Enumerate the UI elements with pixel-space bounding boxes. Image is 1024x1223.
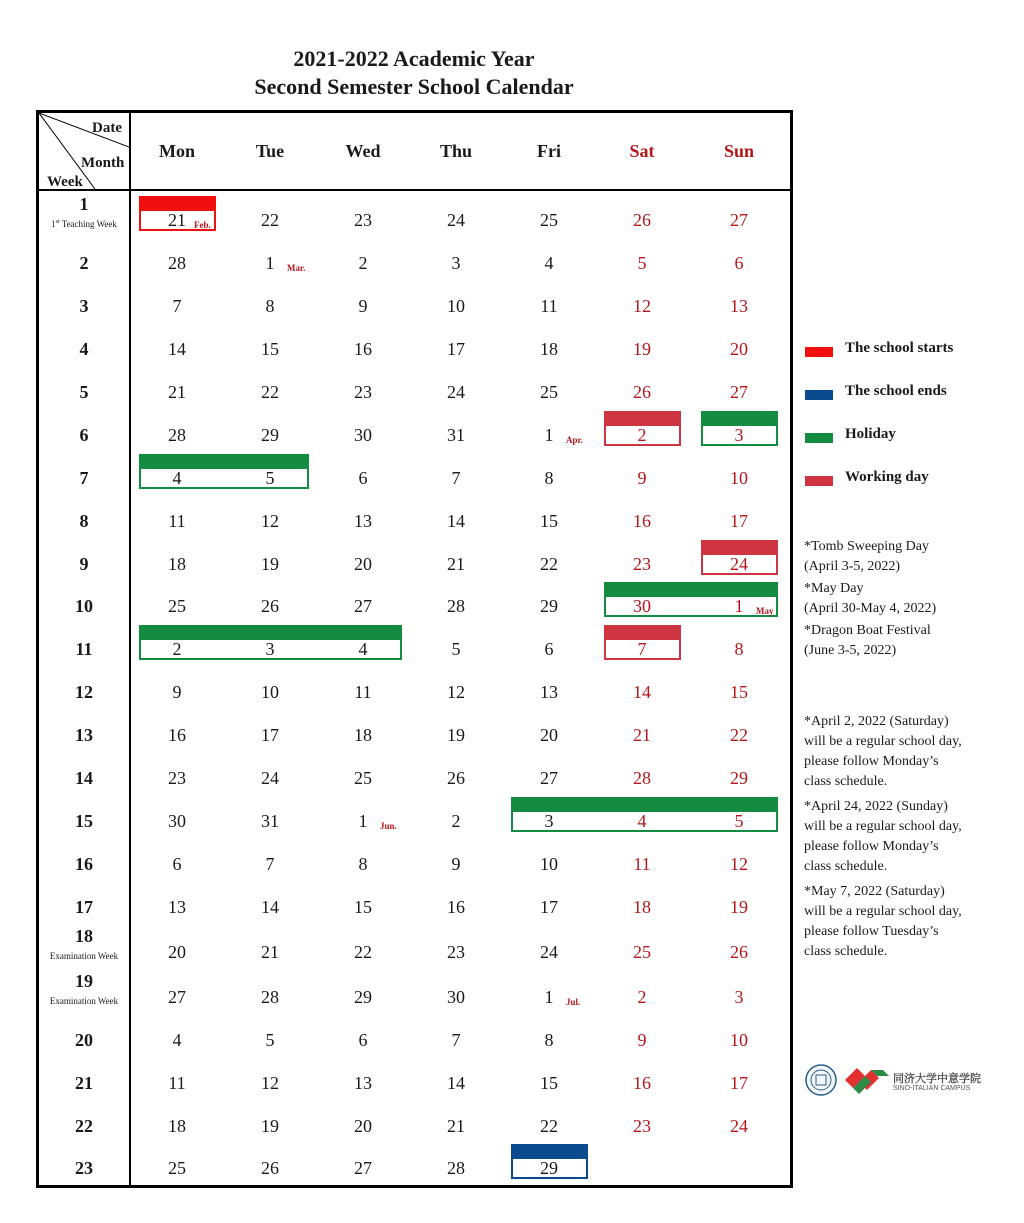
date-cell: 17	[540, 897, 558, 917]
date-cell: 12	[261, 511, 279, 531]
highlight-bar-end	[511, 1144, 588, 1157]
week-number: 6	[79, 425, 89, 445]
date-cell: 26	[447, 768, 465, 788]
date-cell: 23	[633, 554, 651, 574]
date-cell: 12	[730, 854, 748, 874]
note-line: class schedule.	[804, 774, 888, 789]
week-label: Examination Week	[49, 951, 119, 961]
date-cell: 25	[168, 596, 186, 616]
note-line: will be a regular school day,	[804, 734, 962, 749]
date-cell: 18	[168, 1116, 186, 1136]
date-cell: 8	[734, 639, 744, 659]
date-cell: 20	[168, 942, 186, 962]
week-number: 16	[75, 854, 93, 874]
date-cell: 9	[358, 296, 368, 316]
legend-label-working: Working day	[845, 469, 929, 485]
date-cell: 30	[168, 811, 186, 831]
note-line: will be a regular school day,	[804, 819, 962, 834]
date-cell: 9	[451, 854, 461, 874]
date-cell: 27	[540, 768, 558, 788]
date-cell: 8	[544, 1030, 554, 1050]
date-cell: 16	[447, 897, 465, 917]
date-cell: 17	[730, 1073, 748, 1093]
date-cell: 9	[637, 1030, 647, 1050]
date-cell: 14	[168, 339, 186, 359]
date-cell: 7	[637, 639, 647, 659]
date-cell: 16	[354, 339, 372, 359]
date-cell: 4	[544, 253, 554, 273]
highlight-bar-holiday	[511, 797, 778, 810]
date-cell: 29	[261, 425, 279, 445]
week-number: 18	[75, 926, 93, 946]
date-cell: 10	[730, 1030, 748, 1050]
date-cell: 6	[734, 253, 744, 273]
date-cell: 2	[172, 639, 182, 659]
date-cell: 26	[633, 382, 651, 402]
date-cell: 25	[354, 768, 372, 788]
date-cell: 3	[451, 253, 461, 273]
date-cell: 3	[734, 425, 744, 445]
date-cell: 15	[540, 1073, 558, 1093]
holiday-notes	[804, 537, 1004, 661]
date-cell: 14	[447, 1073, 465, 1093]
note-line: please follow Monday’s	[804, 839, 939, 854]
week-number: 4	[79, 339, 89, 359]
date-cell: 18	[633, 897, 651, 917]
corner-week-label: Week	[47, 174, 83, 190]
week-number: 9	[79, 554, 89, 574]
week-number: 10	[75, 596, 93, 616]
note-line: *April 24, 2022 (Sunday)	[804, 799, 948, 814]
date-cell: 24	[730, 1116, 748, 1136]
date-cell: 10	[730, 468, 748, 488]
date-cell: 25	[168, 1158, 186, 1178]
legend-swatch-start	[805, 347, 833, 357]
date-cell: 28	[447, 596, 465, 616]
weekday-tue: Tue	[255, 141, 285, 161]
note-line: will be a regular school day,	[804, 904, 962, 919]
date-cell: 8	[358, 854, 368, 874]
date-cell: 13	[540, 682, 558, 702]
date-cell: 15	[261, 339, 279, 359]
highlight-bar-holiday	[139, 625, 402, 638]
date-cell: 2	[358, 253, 368, 273]
date-cell: 18	[168, 554, 186, 574]
date-cell: 11	[633, 854, 651, 874]
date-cell: 8	[544, 468, 554, 488]
highlight-bar-working	[604, 625, 681, 638]
corner-date-label: Date	[92, 120, 122, 136]
date-cell: 21	[447, 1116, 465, 1136]
date-cell: 30	[633, 596, 651, 616]
date-cell: 10	[447, 296, 465, 316]
date-cell: 13	[354, 511, 372, 531]
date-cell: 23	[633, 1116, 651, 1136]
date-cell: 25	[540, 382, 558, 402]
week-number: 22	[75, 1116, 93, 1136]
note-line: (April 30-May 4, 2022)	[804, 601, 937, 616]
date-cell: 21	[168, 210, 186, 230]
date-cell: 22	[261, 210, 279, 230]
date-cell: 3	[544, 811, 554, 831]
month-tag: Apr.	[566, 435, 583, 445]
date-cell: 2	[637, 987, 647, 1007]
note-line: please follow Monday’s	[804, 754, 939, 769]
week-number: 17	[75, 897, 93, 917]
date-cell: 6	[358, 468, 368, 488]
month-tag: Feb.	[194, 220, 211, 230]
highlight-bar-holiday	[139, 454, 309, 467]
date-cell: 17	[730, 511, 748, 531]
date-cell: 28	[447, 1158, 465, 1178]
week-number: 2	[79, 253, 89, 273]
legend-label-end: The school ends	[845, 383, 947, 399]
date-cell: 19	[261, 1116, 279, 1136]
note-line: *May Day	[804, 581, 864, 596]
date-cell: 13	[730, 296, 748, 316]
date-cell: 28	[168, 425, 186, 445]
date-cell: 28	[261, 987, 279, 1007]
highlight-bar-working	[701, 540, 778, 553]
date-cell: 21	[168, 382, 186, 402]
date-cell: 22	[540, 554, 558, 574]
note-line: *May 7, 2022 (Saturday)	[804, 884, 945, 899]
highlight-bar-holiday	[701, 411, 778, 424]
note-line: (June 3-5, 2022)	[804, 643, 897, 658]
date-cell: 18	[540, 339, 558, 359]
date-cell: 27	[730, 382, 748, 402]
date-cell: 4	[172, 1030, 182, 1050]
date-cell: 16	[633, 511, 651, 531]
date-cell: 11	[354, 682, 372, 702]
date-cell: 11	[168, 511, 186, 531]
date-cell: 7	[451, 1030, 461, 1050]
date-cell: 11	[168, 1073, 186, 1093]
date-cell: 5	[451, 639, 461, 659]
date-cell: 6	[544, 639, 554, 659]
month-tag: Mar.	[287, 263, 306, 273]
date-cell: 14	[447, 511, 465, 531]
date-cell: 19	[447, 725, 465, 745]
date-cell: 2	[451, 811, 461, 831]
date-cell: 7	[265, 854, 275, 874]
date-cell: 20	[730, 339, 748, 359]
date-cell: 7	[451, 468, 461, 488]
date-cell: 1	[544, 425, 554, 445]
date-cell: 9	[172, 682, 182, 702]
date-cell: 5	[265, 1030, 275, 1050]
legend-label-start: The school starts	[845, 340, 954, 356]
week-number: 1	[79, 194, 89, 214]
date-cell: 24	[540, 942, 558, 962]
date-cell: 22	[354, 942, 372, 962]
date-cell: 28	[633, 768, 651, 788]
date-cell: 16	[633, 1073, 651, 1093]
date-cell: 24	[447, 382, 465, 402]
weekday-sat: Sat	[629, 141, 655, 161]
date-cell: 1	[358, 811, 368, 831]
date-cell: 22	[261, 382, 279, 402]
date-cell: 13	[168, 897, 186, 917]
weekday-sun: Sun	[723, 141, 755, 161]
highlight-bar-holiday	[604, 582, 778, 595]
date-cell: 19	[261, 554, 279, 574]
date-cell: 19	[633, 339, 651, 359]
date-cell: 16	[168, 725, 186, 745]
date-cell: 1	[734, 596, 744, 616]
note-line: *Tomb Sweeping Day	[804, 539, 930, 554]
date-cell: 3	[265, 639, 275, 659]
date-cell: 14	[261, 897, 279, 917]
date-cell: 12	[447, 682, 465, 702]
legend-swatch-working	[805, 476, 833, 486]
page-subtitle: Second Semester School Calendar	[254, 74, 574, 99]
note-line: (April 3-5, 2022)	[804, 559, 901, 574]
date-cell: 23	[447, 942, 465, 962]
date-cell: 26	[633, 210, 651, 230]
week-number: 23	[75, 1158, 93, 1178]
date-cell: 12	[633, 296, 651, 316]
date-cell: 20	[354, 1116, 372, 1136]
week-number: 3	[79, 296, 89, 316]
date-cell: 5	[637, 253, 647, 273]
date-cell: 18	[354, 725, 372, 745]
date-cell: 21	[447, 554, 465, 574]
date-cell: 7	[172, 296, 182, 316]
legend-swatch-end	[805, 390, 833, 400]
date-cell: 27	[168, 987, 186, 1007]
week-number: 8	[79, 511, 89, 531]
week-number: 13	[75, 725, 93, 745]
weekday-mon: Mon	[159, 141, 195, 161]
date-cell: 9	[637, 468, 647, 488]
week-number: 11	[75, 639, 93, 659]
logo-chinese-text: 同济大学中意学院	[893, 1072, 981, 1085]
month-tag: May	[756, 606, 774, 616]
month-tag: Jul.	[566, 997, 581, 1007]
weekday-fri: Fri	[537, 141, 561, 161]
date-cell: 15	[730, 682, 748, 702]
date-cell: 29	[540, 1158, 558, 1178]
date-cell: 31	[261, 811, 279, 831]
weekday-wed: Wed	[345, 141, 381, 161]
date-cell: 15	[354, 897, 372, 917]
week-label: Examination Week	[49, 996, 119, 1006]
date-cell: 27	[730, 210, 748, 230]
date-cell: 17	[447, 339, 465, 359]
date-cell: 11	[540, 296, 558, 316]
date-cell: 5	[734, 811, 744, 831]
date-cell: 14	[633, 682, 651, 702]
date-cell: 22	[730, 725, 748, 745]
date-cell: 1	[265, 253, 275, 273]
note-line: class schedule.	[804, 859, 888, 874]
date-cell: 6	[172, 854, 182, 874]
note-line: class schedule.	[804, 944, 888, 959]
week-column-divider	[129, 110, 131, 1188]
week-number: 5	[79, 382, 89, 402]
date-cell: 27	[354, 596, 372, 616]
week-number: 15	[75, 811, 93, 831]
note-line: *April 2, 2022 (Saturday)	[804, 714, 949, 729]
header-divider	[36, 189, 793, 191]
campus-logo-icon	[845, 1066, 889, 1094]
highlight-bar-working	[604, 411, 681, 424]
legend-swatch-holiday	[805, 433, 833, 443]
note-line: *Dragon Boat Festival	[804, 623, 931, 638]
date-cell: 24	[261, 768, 279, 788]
university-seal-icon	[803, 1064, 839, 1096]
date-cell: 26	[261, 596, 279, 616]
date-cell: 23	[354, 382, 372, 402]
highlight-bar-start	[139, 196, 216, 209]
date-cell: 1	[544, 987, 554, 1007]
date-cell: 5	[265, 468, 275, 488]
date-cell: 30	[354, 425, 372, 445]
date-cell: 17	[261, 725, 279, 745]
date-cell: 24	[730, 554, 748, 574]
date-cell: 4	[358, 639, 368, 659]
logo-english-text: SINO-ITALIAN CAMPUS	[893, 1085, 971, 1092]
date-cell: 29	[540, 596, 558, 616]
date-cell: 22	[540, 1116, 558, 1136]
date-cell: 29	[730, 768, 748, 788]
date-cell: 2	[637, 425, 647, 445]
date-cell: 10	[540, 854, 558, 874]
date-cell: 19	[730, 897, 748, 917]
date-cell: 25	[633, 942, 651, 962]
date-cell: 27	[354, 1158, 372, 1178]
week-number: 20	[75, 1030, 93, 1050]
note-line: please follow Tuesday’s	[804, 924, 939, 939]
date-cell: 26	[261, 1158, 279, 1178]
page-title: 2021-2022 Academic Year	[293, 46, 535, 71]
date-cell: 8	[265, 296, 275, 316]
date-cell: 25	[540, 210, 558, 230]
week-number: 21	[75, 1073, 93, 1093]
date-cell: 21	[633, 725, 651, 745]
date-cell: 15	[540, 511, 558, 531]
corner-month-label: Month	[81, 155, 125, 171]
week-number: 7	[79, 468, 89, 488]
makeup-notes	[804, 712, 1004, 962]
week-label: 1st Teaching Week	[51, 219, 117, 229]
date-cell: 6	[358, 1030, 368, 1050]
date-cell: 20	[540, 725, 558, 745]
date-cell: 30	[447, 987, 465, 1007]
month-tag: Jun.	[380, 821, 397, 831]
legend-label-holiday: Holiday	[845, 426, 896, 442]
date-cell: 21	[261, 942, 279, 962]
date-cell: 20	[354, 554, 372, 574]
date-cell: 12	[261, 1073, 279, 1093]
date-cell: 23	[354, 210, 372, 230]
week-number: 14	[75, 768, 93, 788]
date-cell: 10	[261, 682, 279, 702]
date-cell: 28	[168, 253, 186, 273]
date-cell: 13	[354, 1073, 372, 1093]
date-cell: 26	[730, 942, 748, 962]
date-cell: 29	[354, 987, 372, 1007]
week-number: 19	[75, 971, 93, 991]
date-cell: 3	[734, 987, 744, 1007]
date-cell: 4	[637, 811, 647, 831]
date-cell: 4	[172, 468, 182, 488]
date-cell: 31	[447, 425, 465, 445]
week-number: 12	[75, 682, 93, 702]
date-cell: 24	[447, 210, 465, 230]
weekday-thu: Thu	[439, 141, 473, 161]
date-cell: 23	[168, 768, 186, 788]
